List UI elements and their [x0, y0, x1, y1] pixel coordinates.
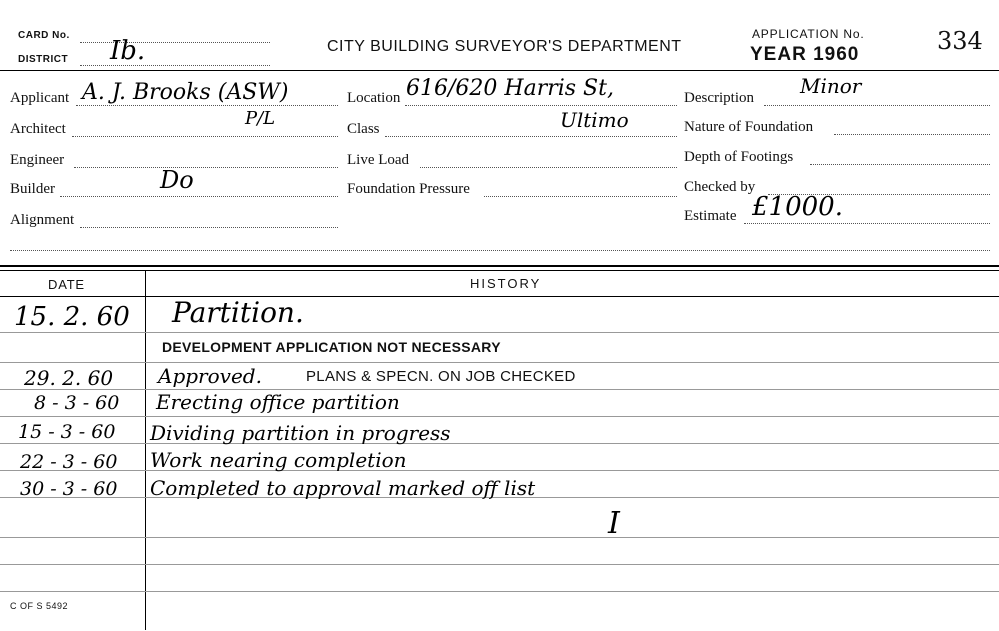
ruled-line: [0, 591, 999, 592]
ruled-line: [0, 362, 999, 363]
history-date: 15. 2. 60: [14, 302, 130, 332]
history-header-rule: [0, 296, 999, 297]
history-date: 30 - 3 - 60: [20, 478, 118, 500]
history-entry: Approved.: [158, 364, 262, 388]
history-date: 8 - 3 - 60: [34, 392, 120, 414]
architect-value: P/L: [245, 108, 276, 129]
history-date: 22 - 3 - 60: [20, 451, 118, 473]
card-no-label: CARD No.: [18, 30, 70, 41]
description-label: Description: [684, 90, 754, 106]
history-top-rule: [0, 265, 999, 267]
estimate-line: [744, 223, 990, 224]
engineer-label: Engineer: [10, 152, 65, 168]
class-line: [385, 136, 677, 137]
engineer-line: [74, 167, 338, 168]
header-rule: [0, 70, 999, 71]
architect-line: [72, 136, 338, 137]
applicant-value: A. J. Brooks (ASW): [82, 80, 289, 105]
applicant-label: Applicant: [10, 90, 70, 106]
date-column-divider: [145, 270, 146, 630]
applicant-line: [76, 105, 338, 106]
application-number: 334: [937, 27, 983, 55]
history-date: 15 - 3 - 60: [18, 421, 116, 443]
district-label: DISTRICT: [18, 54, 69, 65]
depth-of-footings-label: Depth of Footings: [684, 149, 794, 165]
nature-of-foundation-line: [834, 134, 990, 135]
history-entry: Work nearing completion: [150, 448, 407, 472]
ruled-line: [0, 416, 999, 417]
class-label: Class: [347, 121, 380, 137]
fields-bottom-line: [10, 250, 990, 251]
builder-line: [60, 196, 338, 197]
alignment-line: [80, 227, 338, 228]
description-line: [764, 105, 990, 106]
history-stamp: DEVELOPMENT APPLICATION NOT NECESSARY: [162, 339, 501, 355]
district-value: Ib.: [110, 36, 146, 66]
alignment-label: Alignment: [10, 212, 75, 228]
estimate-label: Estimate: [684, 208, 737, 224]
footer-code: C OF S 5492: [10, 601, 69, 611]
builder-value: Do: [160, 166, 194, 194]
builder-label: Builder: [10, 181, 55, 197]
history-entry: Completed to approval marked off list: [150, 476, 536, 500]
ruled-line: [0, 537, 999, 538]
nature-of-foundation-label: Nature of Foundation: [684, 119, 814, 135]
history-header: HISTORY: [470, 276, 542, 291]
location-line: [405, 105, 677, 106]
application-no-label: APPLICATION No.: [752, 27, 865, 41]
card-no-line: [80, 42, 270, 43]
description-value: Minor: [800, 74, 862, 98]
checked-by-label: Checked by: [684, 179, 756, 195]
history-entry: Erecting office partition: [156, 390, 400, 414]
ruled-line: [0, 564, 999, 565]
history-date: 29. 2. 60: [24, 366, 114, 390]
history-stamp: PLANS & SPECN. ON JOB CHECKED: [306, 368, 576, 385]
department-title: CITY BUILDING SURVEYOR'S DEPARTMENT: [327, 38, 682, 55]
history-top-rule-2: [0, 270, 999, 271]
district-line: [80, 65, 270, 66]
history-initial: I: [608, 506, 620, 541]
year-label: YEAR 1960: [750, 44, 860, 65]
architect-label: Architect: [10, 121, 66, 137]
live-load-label: Live Load: [347, 152, 410, 168]
depth-of-footings-line: [810, 164, 990, 165]
ruled-line: [0, 389, 999, 390]
location-value: 616/620 Harris St,: [406, 76, 614, 101]
history-entry: Partition.: [172, 296, 304, 329]
foundation-pressure-line: [484, 196, 677, 197]
estimate-value: £1000.: [752, 192, 843, 222]
history-entry: Dividing partition in progress: [150, 421, 451, 445]
foundation-pressure-label: Foundation Pressure: [347, 181, 470, 197]
location-label: Location: [347, 90, 401, 106]
ruled-line: [0, 332, 999, 333]
class-value: Ultimo: [560, 108, 629, 132]
live-load-line: [420, 167, 677, 168]
date-header: DATE: [48, 277, 85, 292]
